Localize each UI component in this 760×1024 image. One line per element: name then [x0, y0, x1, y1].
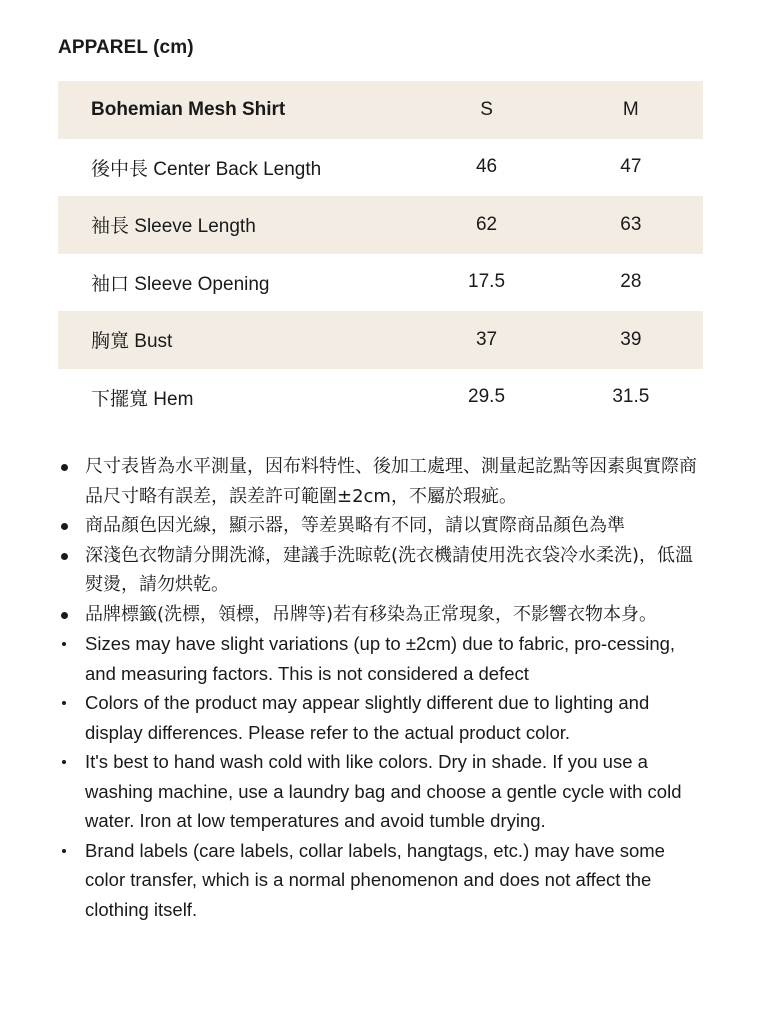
- bullet-icon: [62, 701, 66, 705]
- bullet-icon: [62, 760, 66, 764]
- list-item: [58, 600, 708, 630]
- measurement-value: 29.5: [468, 386, 506, 408]
- measurement-value: 31.5: [612, 386, 650, 408]
- size-chart-table: [58, 81, 703, 426]
- measurement-label: 袖長 Sleeve Length: [58, 196, 414, 254]
- list-item: [58, 836, 708, 925]
- note-text: 深淺色衣物請分開洗滌，建議手洗晾乾(洗衣機請使用洗衣袋冷水柔洗)，低溫熨燙，請勿烘乾。: [85, 544, 694, 595]
- list-item: [58, 541, 708, 600]
- bullet-icon: [61, 523, 68, 530]
- size-header-s: S: [414, 81, 558, 139]
- size-header-m: M: [559, 81, 703, 139]
- note-text: 尺寸表皆為水平測量，因布料特性、後加工處理、測量起訖點等因素與實際商品尺寸略有誤差，誤差許可範圍±2cm，不屬於瑕疵。: [85, 456, 697, 507]
- bullet-icon: [62, 642, 66, 646]
- list-item: [58, 452, 708, 511]
- bullet-icon: [61, 553, 68, 560]
- measurement-label: 袖口 Sleeve Opening: [91, 273, 270, 295]
- table-row: [58, 139, 703, 197]
- measurement-value: 46: [475, 156, 498, 178]
- note-text: It's best to hand wash cold with like colors. Dry in shade. If you use a washing machine, use a laundry bag and choose a gentle cycle with cold water. Iron at low temperatures and avoid tumble drying.: [85, 751, 682, 831]
- table-row: [58, 254, 703, 312]
- product-name: Bohemian Mesh Shirt: [58, 81, 414, 139]
- bullet-icon: [61, 612, 68, 619]
- measurement-value: 39: [559, 311, 703, 369]
- measurement-value: 63: [559, 196, 703, 254]
- care-notes-list: [58, 452, 708, 924]
- note-text: Sizes may have slight variations (up to ±2cm) due to fabric, pro-cessing, and measuring factors. This is not considered a defect: [85, 633, 676, 684]
- bullet-icon: [62, 849, 66, 853]
- note-text: 品牌標籤(洗標，領標，吊牌等)若有移染為正常現象，不影響衣物本身。: [85, 603, 658, 625]
- measurement-label: 胸寬 Bust: [58, 311, 414, 369]
- page-title: APPAREL (cm): [58, 37, 194, 58]
- table-row: [58, 311, 703, 369]
- note-text: Brand labels (care labels, collar labels, hangtags, etc.) may have some color transfer, which is a normal phenomenon and does not affect the clothing itself.: [85, 839, 665, 920]
- measurement-value: 17.5: [468, 271, 506, 293]
- list-item: [58, 688, 708, 747]
- measurement-label: 後中長 Center Back Length: [91, 158, 322, 180]
- table-row: [58, 196, 703, 254]
- list-item: [58, 511, 708, 541]
- list-item: [58, 629, 708, 688]
- measurement-label: 下擺寬 Hem: [91, 388, 194, 410]
- measurement-value: 37: [414, 311, 558, 369]
- measurement-value: 62: [414, 196, 558, 254]
- bullet-icon: [61, 464, 68, 471]
- table-row: [58, 369, 703, 427]
- table-header-row: [58, 81, 703, 139]
- note-text: Colors of the product may appear slightly different due to lighting and display differences. Please refer to the actual product color.: [85, 692, 650, 743]
- measurement-value: 28: [620, 271, 642, 293]
- list-item: [58, 747, 708, 836]
- measurement-value: 47: [620, 156, 642, 178]
- note-text: 商品顏色因光線，顯示器，等差異略有不同，請以實際商品顏色為準: [85, 515, 625, 536]
